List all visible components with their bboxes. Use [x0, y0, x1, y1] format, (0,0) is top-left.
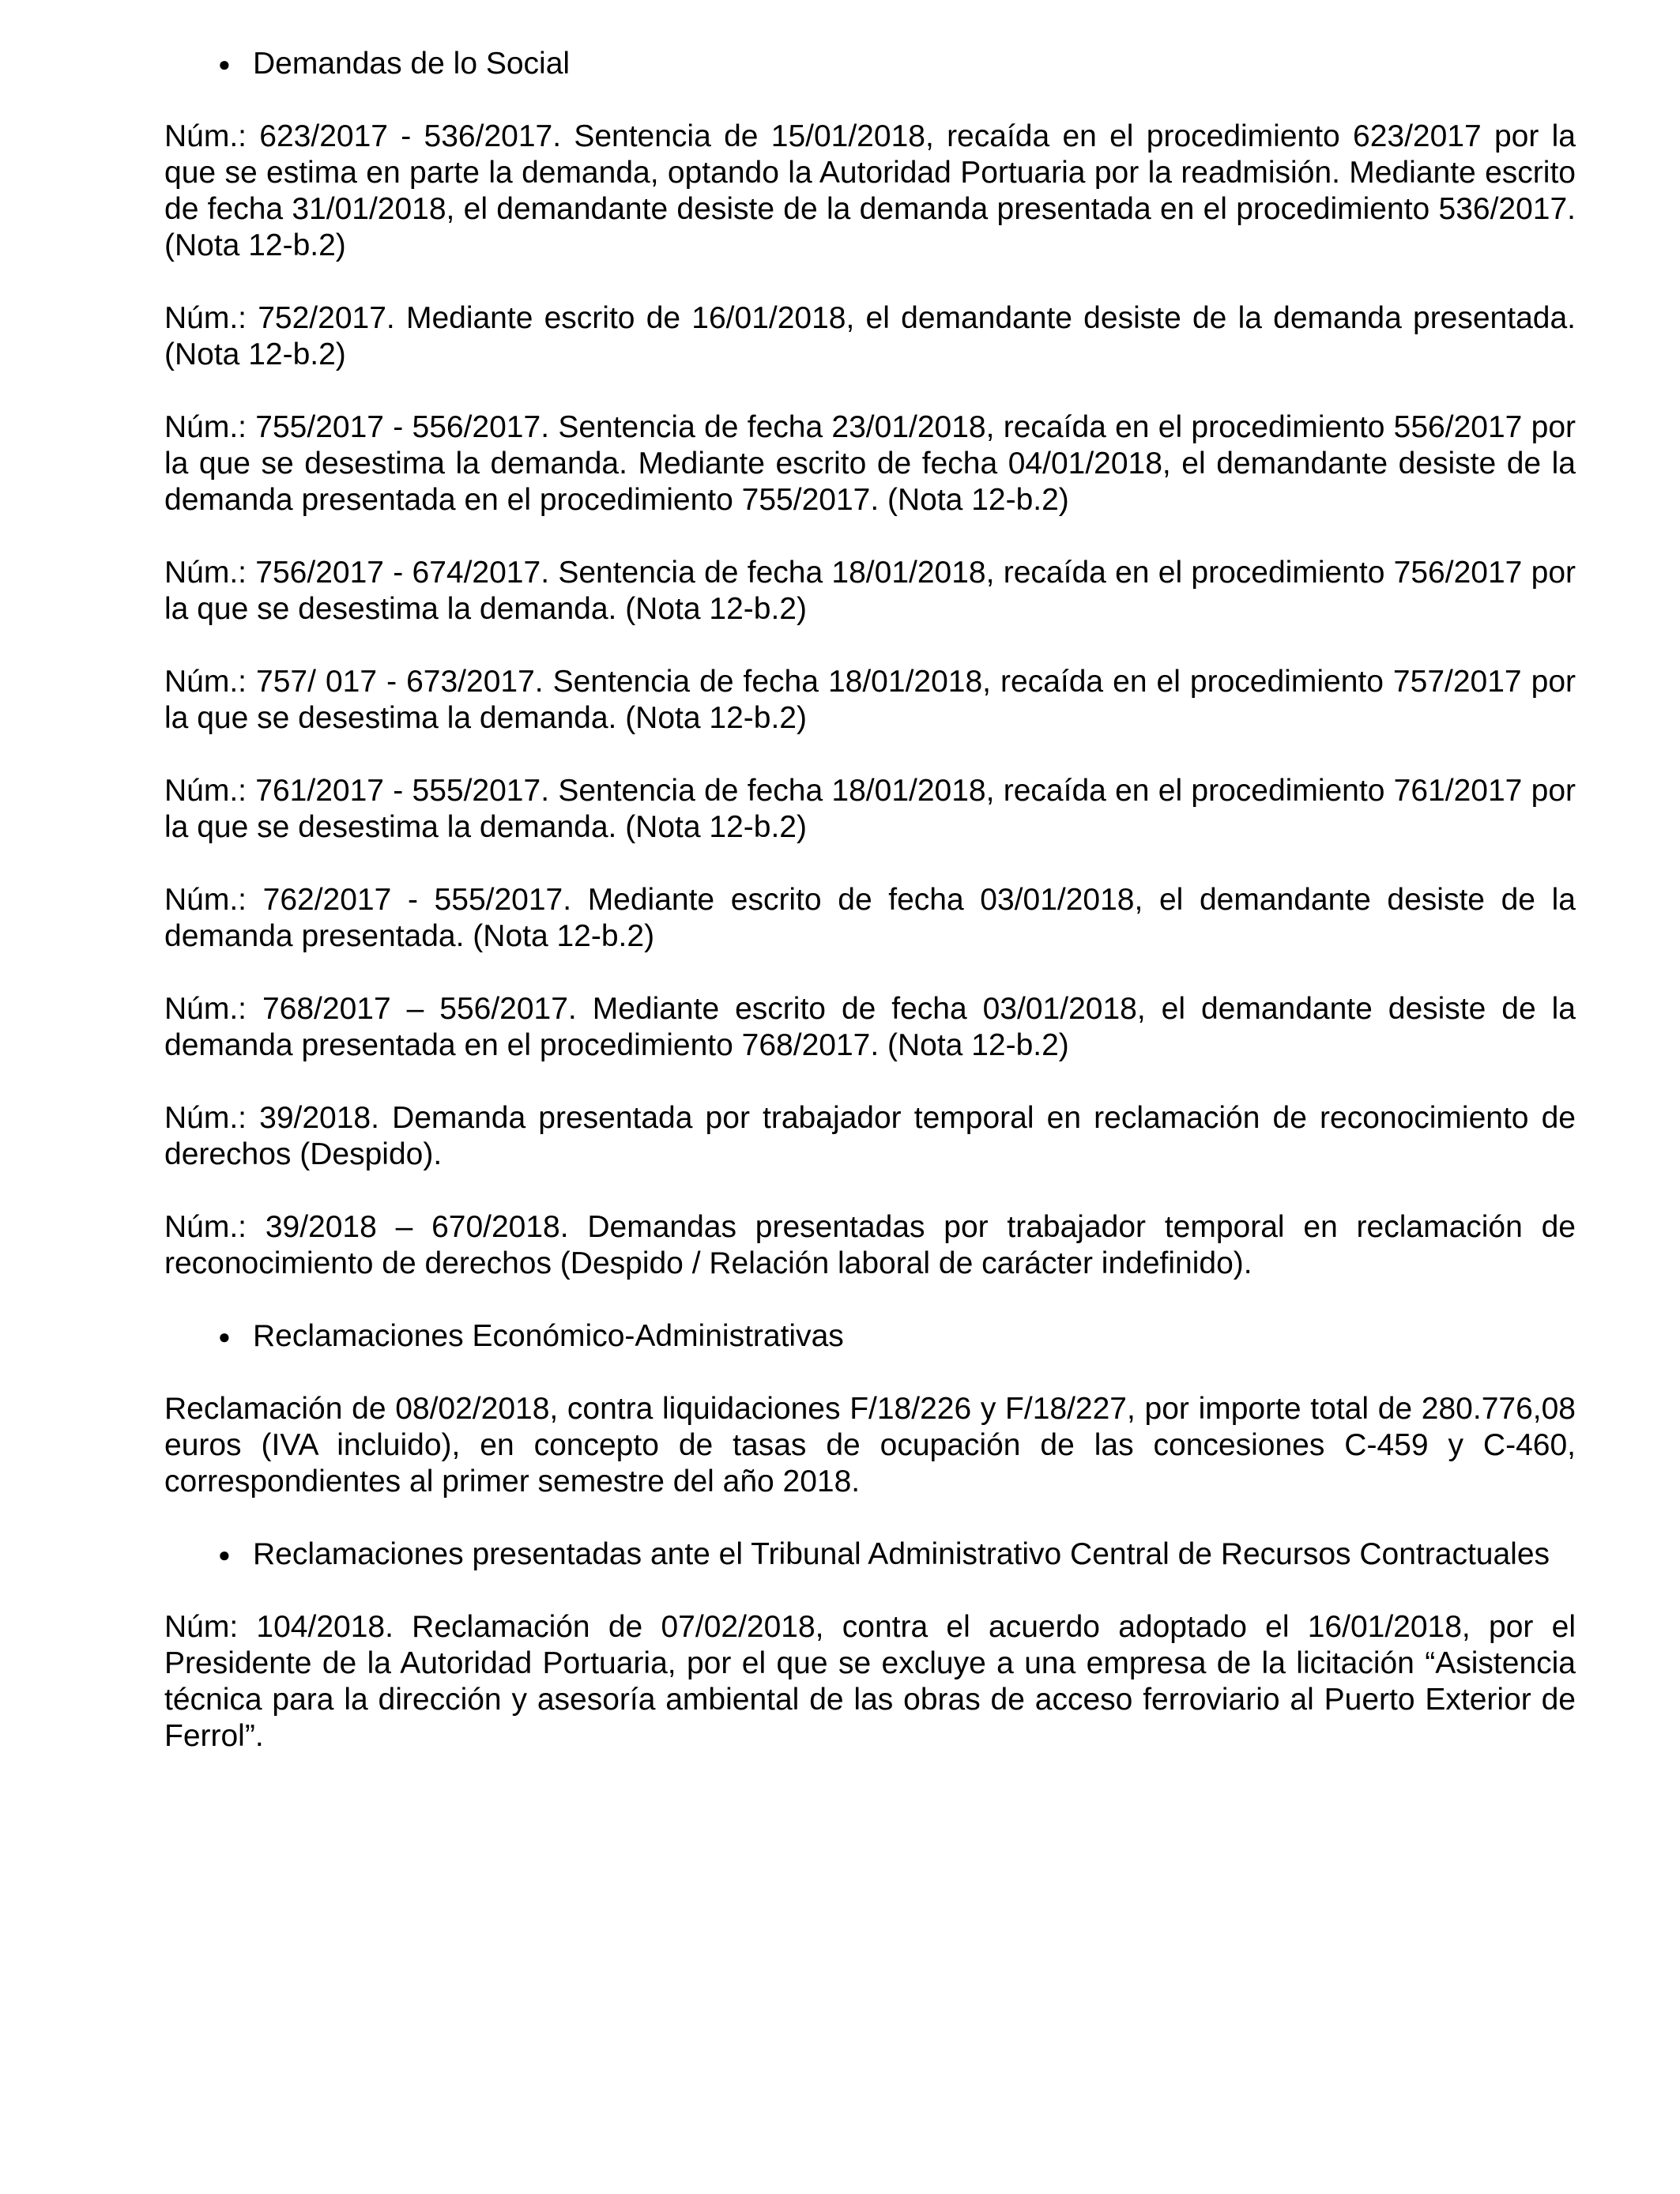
spacer — [164, 82, 1576, 119]
section-demandas-social — [164, 46, 1576, 1282]
spacer — [164, 1573, 1576, 1609]
bullet-icon: ● — [218, 1543, 231, 1566]
paragraph: Núm.: 756/2017 - 674/2017. Sentencia de fecha 18/01/2018, recaída en el procedimiento 756/2017 por la que se desestima la demanda. (Nota 12-b.2) — [164, 556, 1576, 626]
paragraph: Núm.: 39/2018 – 670/2018. Demandas presentadas por trabajador temporal en reclamación de reconocimiento de derechos (Despido / Relación laboral de carácter indefinido). — [164, 1210, 1576, 1280]
section-reclamaciones-economico — [164, 1318, 1576, 1500]
section-heading-text: Reclamaciones presentadas ante el Tribunal Administrativo Central de Recursos Contractuales — [253, 1537, 1550, 1571]
section-reclamaciones-tribunal — [164, 1536, 1576, 1755]
section-heading — [218, 1536, 1576, 1573]
paragraph: Núm.: 762/2017 - 555/2017. Mediante escrito de fecha 03/01/2018, el demandante desiste de la demanda presentada. (Nota 12-b.2) — [164, 883, 1576, 953]
spacer — [164, 1355, 1576, 1391]
paragraph: Núm.: 623/2017 - 536/2017. Sentencia de 15/01/2018, recaída en el procedimiento 623/2017 por la que se estima en parte la demanda, optando la Autoridad Portuaria por la readmisión. Mediante escrito de fecha 31/01/2018, el demandante desiste de la demanda presentada en el procedimiento 536/2017. (Nota 12-b.2) — [164, 119, 1576, 262]
document-body — [164, 46, 1576, 1755]
bullet-icon: ● — [218, 52, 231, 76]
bullet-icon: ● — [218, 1325, 231, 1348]
paragraph: Núm.: 757/ 017 - 673/2017. Sentencia de fecha 18/01/2018, recaída en el procedimiento 757/2017 por la que se desestima la demanda. (Nota 12-b.2) — [164, 665, 1576, 735]
paragraph: Núm.: 752/2017. Mediante escrito de 16/01/2018, el demandante desiste de la demanda presentada. (Nota 12-b.2) — [164, 301, 1576, 371]
paragraph: Núm.: 755/2017 - 556/2017. Sentencia de fecha 23/01/2018, recaída en el procedimiento 556/2017 por la que se desestima la demanda. Mediante escrito de fecha 04/01/2018, el demandante desiste de la demanda presentada en el procedimiento 755/2017. (Nota 12-b.2) — [164, 410, 1576, 517]
section-heading — [218, 1318, 1576, 1355]
section-heading — [218, 46, 1576, 82]
paragraph: Núm: 104/2018. Reclamación de 07/02/2018, contra el acuerdo adoptado el 16/01/2018, por el Presidente de la Autoridad Portuaria, por el que se excluye a una empresa de la licitación “Asistencia técnica para la dirección y asesoría ambiental de las obras de acceso ferroviario al Puerto Exterior de Ferrol”. — [164, 1610, 1576, 1753]
section-heading-text: Reclamaciones Económico-Administrativas — [253, 1319, 844, 1353]
paragraph: Núm.: 761/2017 - 555/2017. Sentencia de fecha 18/01/2018, recaída en el procedimiento 761/2017 por la que se desestima la demanda. (Nota 12-b.2) — [164, 774, 1576, 844]
paragraph: Núm.: 768/2017 – 556/2017. Mediante escrito de fecha 03/01/2018, el demandante desiste de la demanda presentada en el procedimiento 768/2017. (Nota 12-b.2) — [164, 992, 1576, 1062]
paragraph: Reclamación de 08/02/2018, contra liquidaciones F/18/226 y F/18/227, por importe total de 280.776,08 euros (IVA incluido), en concepto de tasas de ocupación de las concesiones C-459 y C-460, correspondientes al primer semestre del año 2018. — [164, 1392, 1576, 1498]
paragraph: Núm.: 39/2018. Demanda presentada por trabajador temporal en reclamación de reconocimiento de derechos (Despido). — [164, 1101, 1576, 1171]
section-heading-text: Demandas de lo Social — [253, 47, 571, 81]
